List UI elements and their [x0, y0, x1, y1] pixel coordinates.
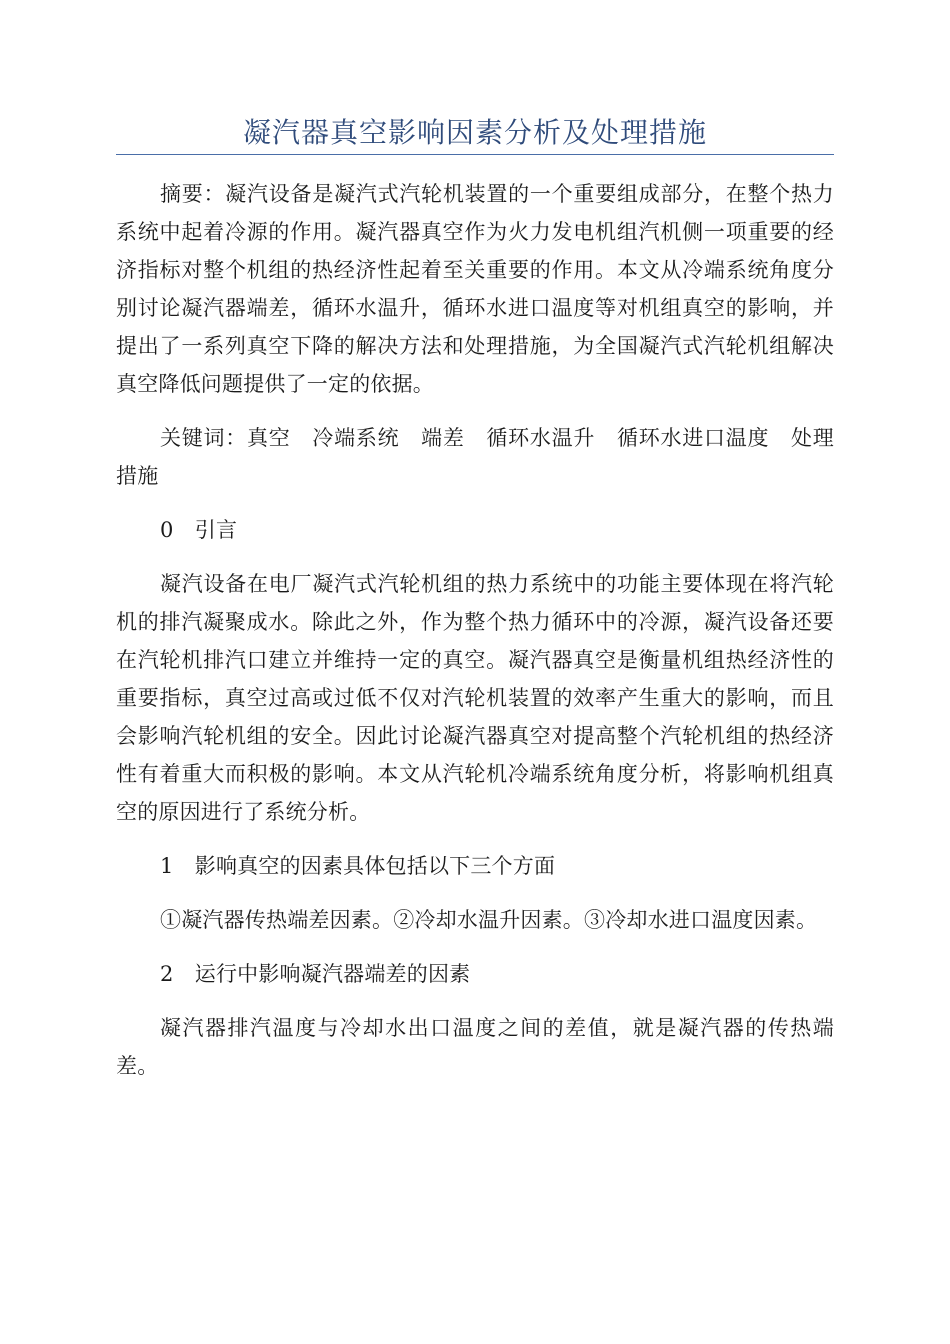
- document-body: [116, 175, 834, 1085]
- section-1-body: ①凝汽器传热端差因素。②冷却水温升因素。③冷却水进口温度因素。: [160, 908, 818, 932]
- section-2-heading: 2 运行中影响凝汽器端差的因素: [160, 962, 471, 986]
- abstract-paragraph: 摘要：凝汽设备是凝汽式汽轮机装置的一个重要组成部分，在整个热力系统中起着冷源的作用。凝汽器真空作为火力发电机组汽机侧一项重要的经济指标对整个机组的热经济性起着至关重要的作用。本文从冷端系统角度分别讨论凝汽器端差，循环水温升，循环水进口温度等对机组真空的影响，并提出了一系列真空下降的解决方法和处理措施，为全国凝汽式汽轮机组解决真空降低问题提供了一定的依据。: [116, 182, 834, 396]
- section-0-heading: 0 引言: [160, 518, 238, 542]
- title-underline: [116, 154, 834, 155]
- keywords-paragraph: 关键词：真空 冷端系统 端差 循环水温升 循环水进口温度 处理措施: [116, 426, 834, 488]
- document-page: [116, 0, 834, 1101]
- document-title: 凝汽器真空影响因素分析及处理措施: [242, 116, 707, 149]
- section-2-body: 凝汽器排汽温度与冷却水出口温度之间的差值，就是凝汽器的传热端差。: [116, 1016, 834, 1078]
- section-1-heading: 1 影响真空的因素具体包括以下三个方面: [160, 854, 556, 878]
- section-0-body: 凝汽设备在电厂凝汽式汽轮机组的热力系统中的功能主要体现在将汽轮机的排汽凝聚成水。除此之外，作为整个热力循环中的冷源，凝汽设备还要在汽轮机排汽口建立并维持一定的真空。凝汽器真空是衡量机组热经济性的重要指标，真空过高或过低不仅对汽轮机装置的效率产生重大的影响，而且会影响汽轮机组的安全。因此讨论凝汽器真空对提高整个汽轮机组的热经济性有着重大而积极的影响。本文从汽轮机冷端系统角度分析，将影响机组真空的原因进行了系统分析。: [116, 572, 834, 824]
